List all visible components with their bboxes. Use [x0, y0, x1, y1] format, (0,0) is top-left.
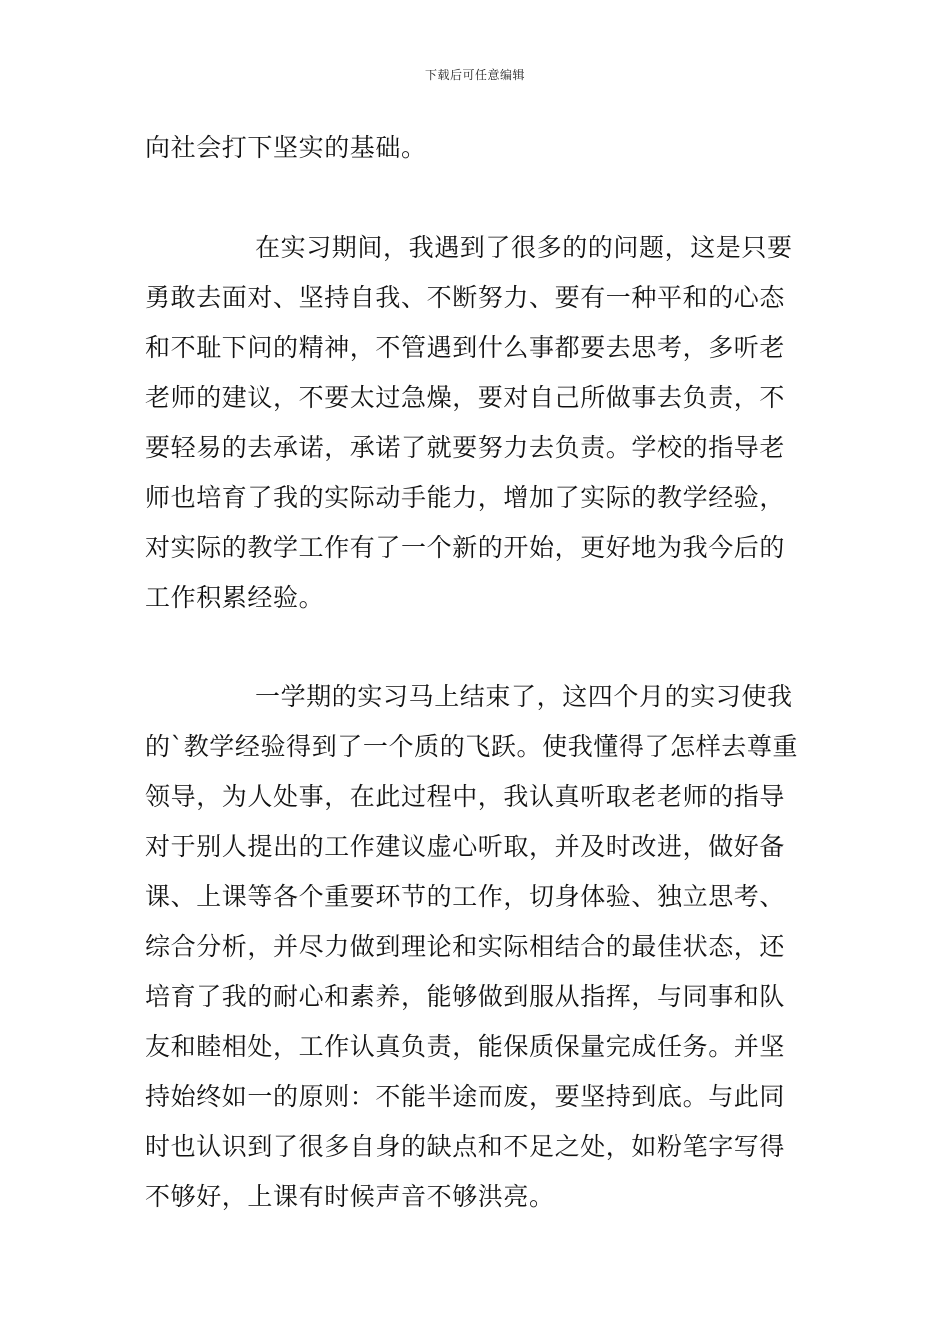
paragraph-line: 一学期的实习马上结束了，这四个月的实习使我 — [255, 682, 793, 711]
paragraph-line: 和不耻下问的精神，不管遇到什么事都要去思考，多听老 — [145, 333, 786, 362]
paragraph-line: 对实际的教学工作有了一个新的开始，更好地为我今后的 — [145, 533, 786, 562]
paragraph-line: 工作积累经验。 — [145, 583, 325, 612]
paragraph-line: 在实习期间，我遇到了很多的的问题，这是只要 — [255, 233, 793, 262]
paragraph-line: 师也培育了我的实际动手能力，增加了实际的教学经验， — [145, 483, 786, 512]
paragraph-line: 不够好，上课有时候声音不够洪亮。 — [145, 1182, 555, 1211]
paragraph-line: 要轻易的去承诺，承诺了就要努力去负责。学校的指导老 — [145, 433, 786, 462]
paragraph-line: 综合分析，并尽力做到理论和实际相结合的最佳状态，还 — [145, 932, 786, 961]
paragraph-line: 课、上课等各个重要环节的工作，切身体验、独立思考、 — [145, 882, 786, 911]
paragraph-line: 培育了我的耐心和素养，能够做到服从指挥，与同事和队 — [145, 982, 786, 1011]
paragraph-line: 的`教学经验得到了一个质的飞跃。使我懂得了怎样去尊重 — [145, 732, 799, 761]
paragraph-line: 持始终如一的原则：不能半途而废，要坚持到底。与此同 — [145, 1082, 786, 1111]
paragraph-line: 对于别人提出的工作建议虚心听取，并及时改进，做好备 — [145, 832, 786, 861]
paragraph-line: 向社会打下坚实的基础。 — [145, 133, 427, 162]
paragraph-line: 勇敢去面对、坚持自我、不断努力、要有一种平和的心态 — [145, 283, 786, 312]
page-header: 下载后可任意编辑 — [424, 68, 525, 82]
paragraph-line: 时也认识到了很多自身的缺点和不足之处，如粉笔字写得 — [145, 1132, 786, 1161]
paragraph-line: 友和睦相处，工作认真负责，能保质保量完成任务。并坚 — [145, 1032, 786, 1061]
paragraph-line: 领导，为人处事，在此过程中，我认真听取老老师的指导 — [145, 782, 786, 811]
paragraph-line: 老师的建议，不要太过急燥，要对自己所做事去负责，不 — [145, 383, 786, 412]
